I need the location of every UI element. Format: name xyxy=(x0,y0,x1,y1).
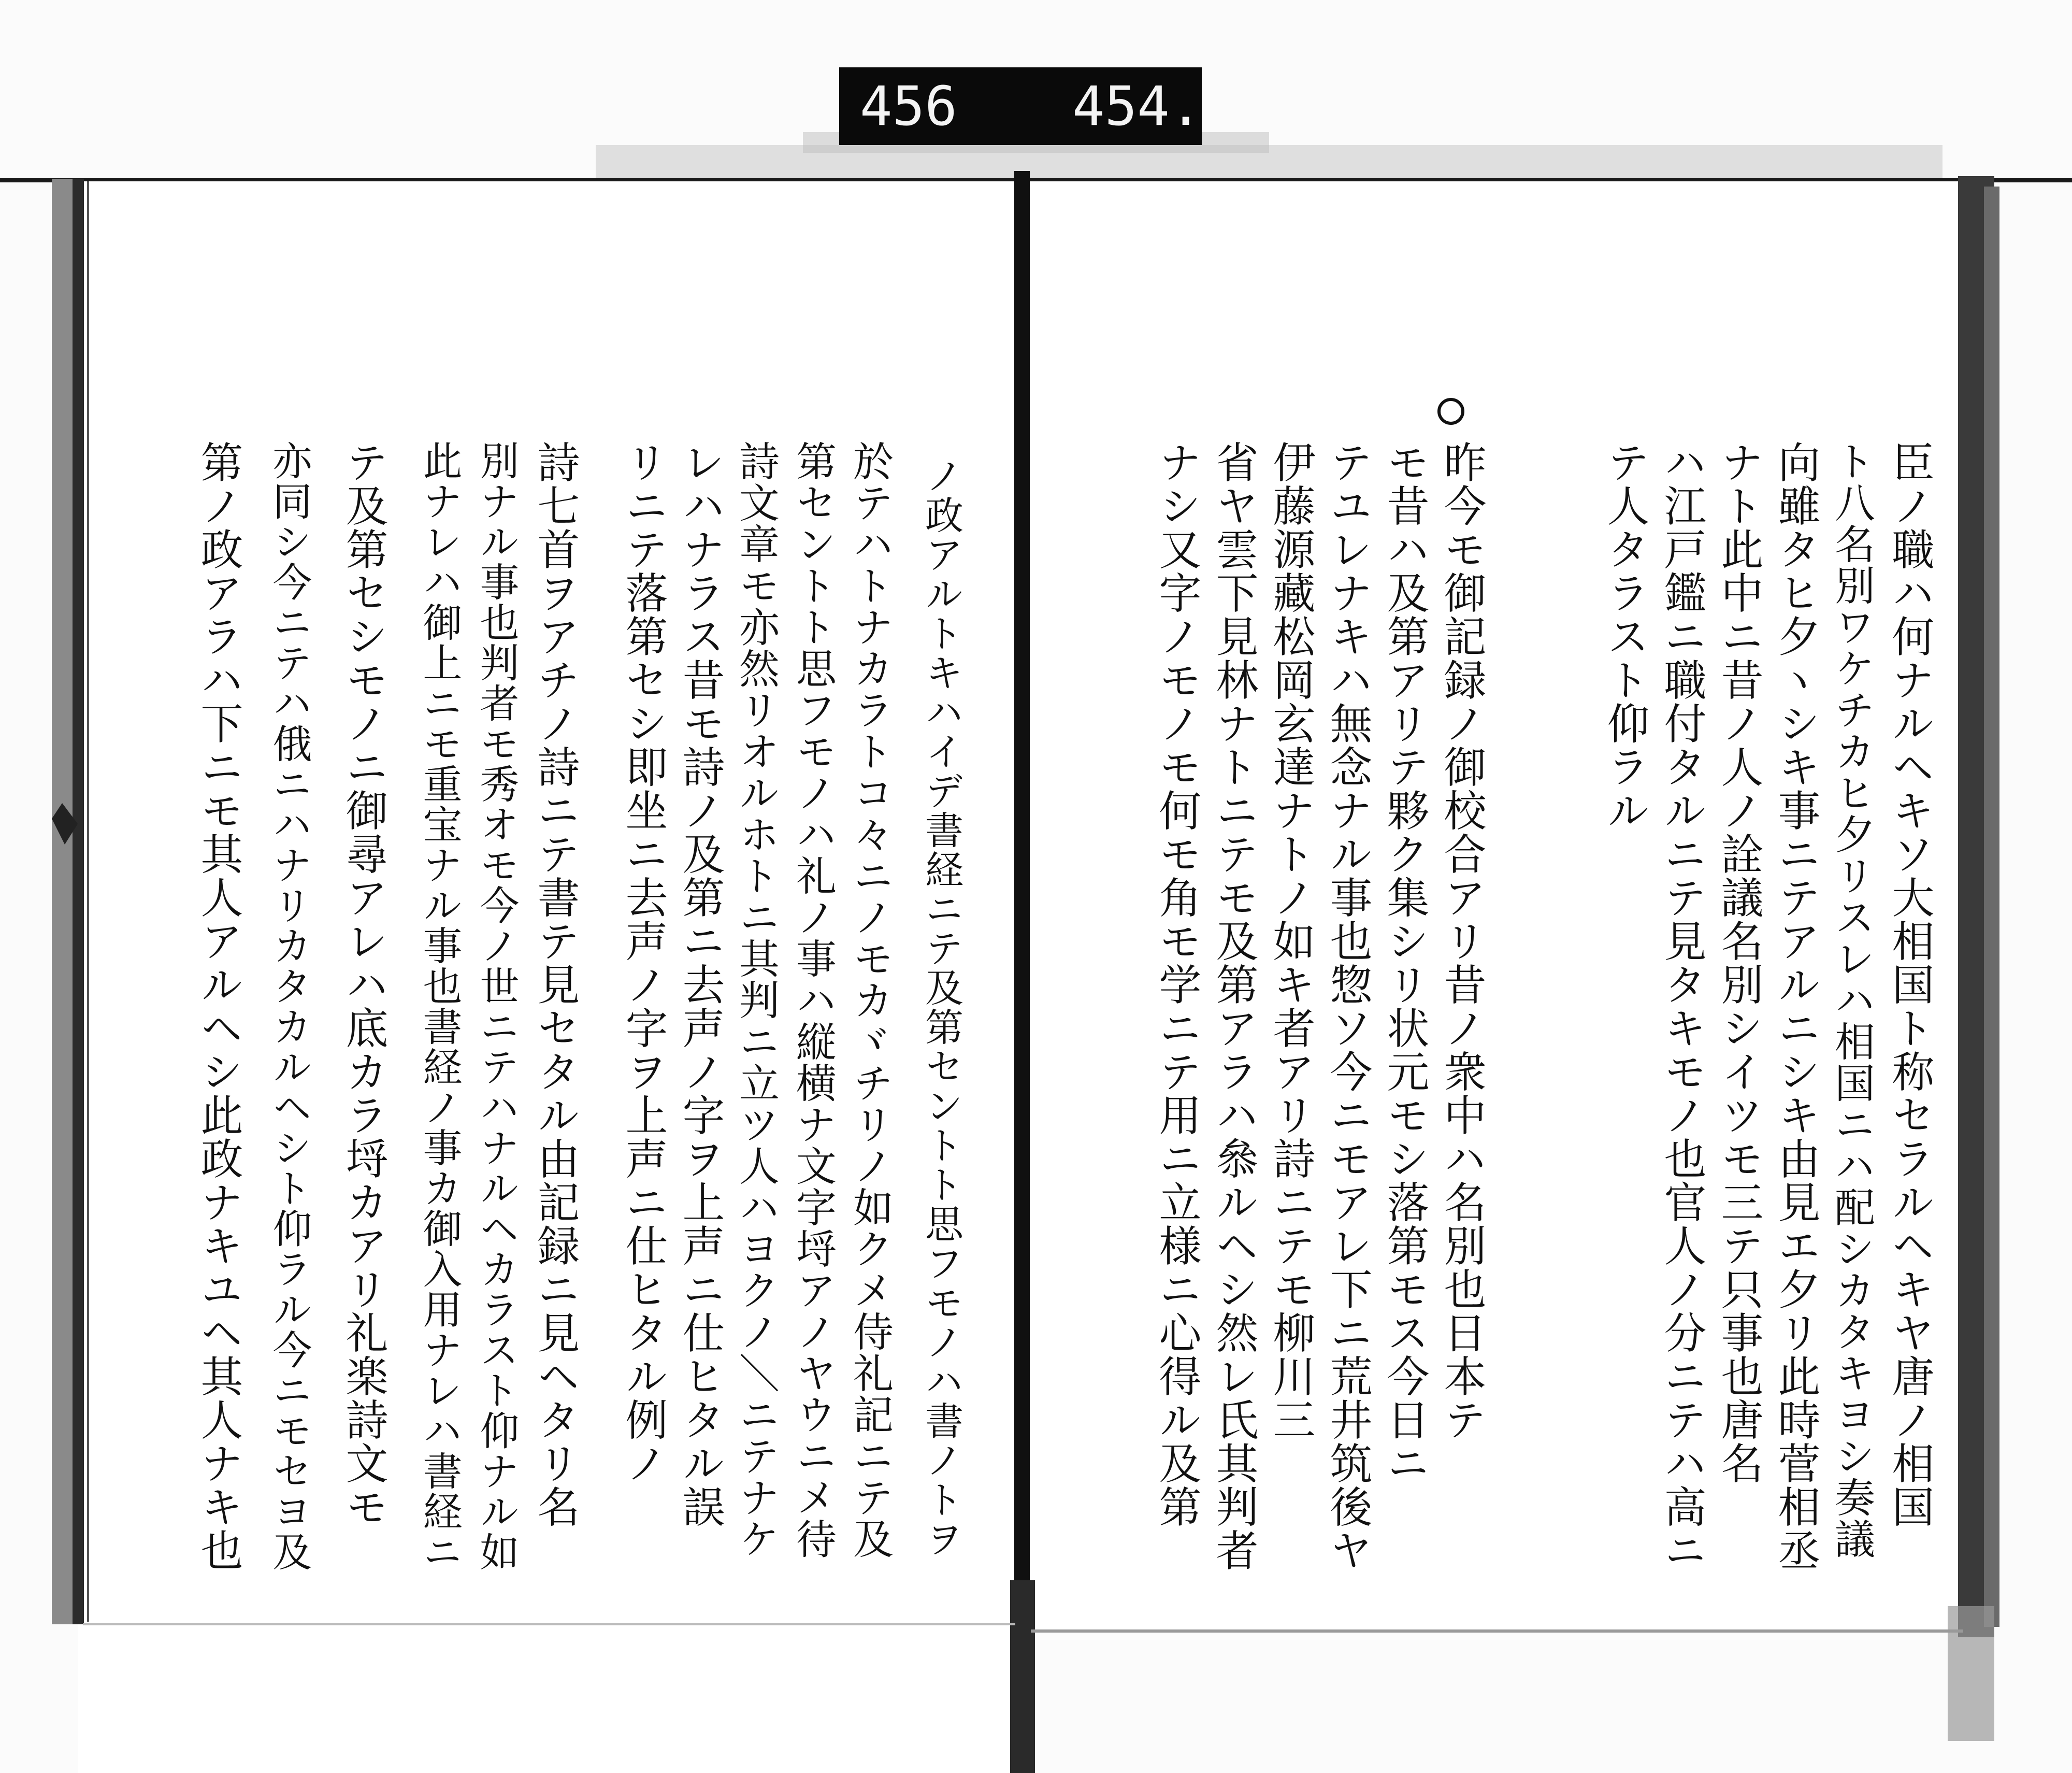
text-column: ノ政アルトキハイデ書経ニテ及第セントト思フモノハ書ノトヲ xyxy=(919,456,963,1558)
text-column: ト八名別ワケチカヒ夕リスレハ相国ニハ配シカタキヨシ奏議 xyxy=(1828,440,1875,1560)
left-page xyxy=(73,0,1015,1773)
text-column: 伊藤源藏松岡玄達ナトノ如キ者アリ詩ニテモ柳川三 xyxy=(1266,440,1315,1441)
text-column: テ人タラスト仰ラル xyxy=(1600,440,1649,832)
page-number-right: 454. xyxy=(1072,75,1202,138)
text-column: 詩文章モ亦然リオルホトニ其判ニ立ツ人ハヨクノ＼ニテナケ xyxy=(732,440,779,1560)
text-column: 亦同シ今ニテハ俄ニハナリカタカルヘシト仰ラル今ニモセヨ及 xyxy=(266,440,312,1572)
text-column: 向雖タヒ夕ヽシキ事ニテアルニシキ由見エ夕リ此時菅相丞 xyxy=(1771,440,1820,1572)
text-column: 於テハトナカラトコ々ニノモカヾチリノ如クメ侍礼記ニテ及 xyxy=(846,440,893,1560)
text-column: テユレナキハ無念ナル事也惣ソ今ニモアレ下ニ荒井筑後ヤ xyxy=(1323,440,1372,1572)
text-column: ナシ又字ノモノモ何モ角モ学ニテ用ニ立様ニ心得ル及第 xyxy=(1152,440,1201,1528)
paragraph-marker-circle xyxy=(1437,398,1464,425)
text-column: レハナラス昔モ詩ノ及第ニ去声ノ字ヲ上声ニ仕ヒタル誤 xyxy=(675,440,725,1528)
text-column: 詩七首ヲアチノ詩ニテ書テ見セタル由記録ニ見ヘタリ名 xyxy=(530,440,580,1528)
text-column: モ昔ハ及第アリテ夥ク集シリ状元モシ落第モス今日ニ xyxy=(1380,440,1429,1485)
text-column: 省ヤ雲下見林ナトニテモ及第アラハ叅ルヘシ然レ氏其判者 xyxy=(1209,440,1258,1572)
text-column: ハ江戸鑑ニ職付タルニテ見タキモノ也官人ノ分ニテハ高ニ xyxy=(1657,440,1706,1572)
page-number-left: 456 xyxy=(860,75,957,138)
text-column: リニテ落第セシ即坐ニ去声ノ字ヲ上声ニ仕ヒタル例ノ xyxy=(618,440,668,1485)
text-column: テ及第セシモノニ御尋アレハ底カラ埒カアリ礼楽詩文モ xyxy=(339,440,388,1528)
text-column: 臣ノ職ハ何ナルヘキソ大相国ト称セラルヘキヤ唐ノ相国 xyxy=(1885,440,1934,1528)
text-column: ナト此中ニ昔ノ人ノ詮議名別シイツモ三テ只事也唐名 xyxy=(1714,440,1763,1485)
text-column: 別ナル事也判者モ秀オモ今ノ世ニテハナルヘカラスト仰ナル如 xyxy=(473,440,520,1572)
right-page xyxy=(1026,0,1948,1773)
text-column: 第セントト思フモノハ礼ノ事ハ縦横ナ文字埒アノヤウニメ待 xyxy=(789,440,836,1560)
text-column: 此ナレハ御上ニモ重宝ナル事也書経ノ事カ御入用ナレハ書経ニ xyxy=(416,440,463,1572)
text-column: 昨今モ御記録ノ御校合アリ昔ノ衆中ハ名別也日本テ xyxy=(1437,440,1486,1441)
text-column: 第ノ政アラハ下ニモ其人アルヘシ此政ナキユヘ其人ナキ也 xyxy=(194,440,243,1572)
